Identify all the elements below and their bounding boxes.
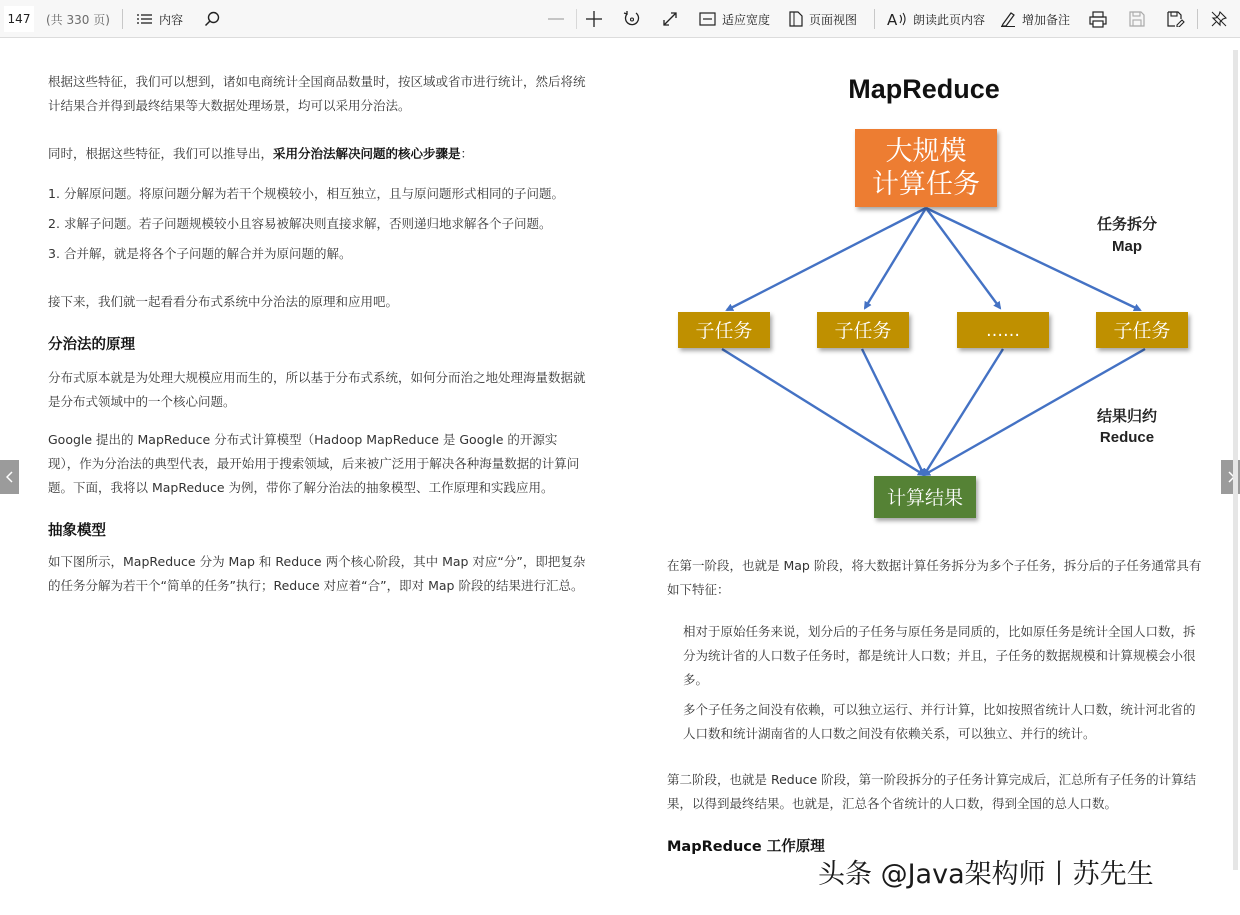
map-label-en: Map	[1112, 238, 1142, 255]
pen-icon	[1000, 11, 1016, 27]
pin-icon	[1211, 11, 1227, 27]
page-number-input[interactable]: 147	[4, 6, 34, 32]
paragraph	[48, 142, 588, 166]
add-note-label: 增加备注	[1022, 12, 1071, 27]
section-heading: 分治法的原理	[48, 337, 135, 353]
toolbar-divider	[874, 9, 875, 29]
reduce-label-en: Reduce	[1099, 429, 1155, 446]
large-task-line2: 计算任务	[872, 169, 980, 200]
section-heading: 抽象模型	[48, 523, 106, 539]
fit-width-label: 适应宽度	[722, 12, 771, 27]
printer-icon	[1089, 11, 1107, 28]
toolbar-divider	[1197, 9, 1198, 29]
paragraph: 分布式原本就是为处理大规模应用而生的，所以基于分布式系统，如何分而治之地处理海量数据就是分布式领域中的一个核心问题。	[48, 370, 586, 409]
text: ：	[460, 146, 474, 161]
list-item	[48, 212, 588, 236]
zoom-out-button[interactable]	[547, 0, 565, 38]
save-as-icon	[1167, 11, 1185, 27]
diagram-title: MapReduce	[848, 74, 1000, 104]
read-aloud-icon	[887, 11, 907, 27]
contents-label: 内容	[159, 12, 184, 27]
paragraph: 根据这些特征，我们可以想到，诸如电商统计全国商品数量时，按区域或省市进行统计，然后将统计结果合并得到最终结果等大数据处理场景，均可以采用分治法。	[48, 74, 586, 113]
page-view-button[interactable]	[789, 0, 857, 38]
rotate-icon	[623, 10, 641, 28]
paragraph: 如下图所示，MapReduce 分为 Map 和 Reduce 两个核心阶段，其中 Map 对应“分”，即把复杂的任务分解为若干个“简单的任务”执行；Reduce 对应着“合”，即对 Map 阶段的结果进行汇总。	[48, 554, 586, 593]
paragraph: Google 提出的 MapReduce 分布式计算模型（Hadoop MapReduce 是 Google 的开源实现），作为分治法的典型代表，最开始用于搜索领域，后来被广泛用于解决各种海量数据的计算问题。下面，我将以 MapReduce 为例，带你了解分治法的抽象模型、工作原理和实践应用。	[48, 432, 580, 495]
save-as-button[interactable]	[1167, 0, 1185, 38]
contents-button[interactable]	[137, 0, 183, 38]
pin-toolbar-button[interactable]	[1211, 0, 1227, 38]
list-number: 3.	[48, 246, 60, 261]
add-note-button[interactable]	[1000, 0, 1070, 38]
list-text: 分解原问题。将原问题分解为若干个规模较小，相互独立，且与原问题形式相同的子问题。	[64, 186, 565, 201]
map-arrow	[926, 208, 1000, 308]
chevron-left-icon	[6, 471, 14, 483]
read-aloud-label: 朗读此页内容	[913, 12, 986, 27]
reader-toolbar	[0, 0, 1240, 38]
plus-icon	[585, 10, 603, 28]
scrollbar[interactable]	[1233, 50, 1238, 870]
paragraph: 接下来，我们就一起看看分布式系统中分治法的原理和应用吧。	[48, 294, 399, 309]
paragraph: 在第一阶段，也就是 Map 阶段，将大数据计算任务拆分为多个子任务，拆分后的子任务通常具有如下特征：	[667, 558, 1202, 597]
result-label: 计算结果	[886, 487, 964, 509]
page-view-icon	[789, 11, 803, 27]
page-view-label: 页面视图	[809, 12, 858, 27]
reduce-arrows	[722, 349, 1145, 475]
right-page	[667, 554, 1207, 860]
map-label-cn: 任务拆分	[1096, 215, 1158, 233]
read-aloud-button[interactable]	[887, 0, 985, 38]
toolbar-divider	[576, 9, 577, 29]
subtask-label: 子任务	[1113, 320, 1171, 342]
mapreduce-diagram	[670, 60, 1200, 530]
save-button[interactable]	[1129, 0, 1145, 38]
save-icon	[1129, 11, 1145, 27]
list-text: 求解子问题。若子问题规模较小且容易被解决则直接求解，否则递归地求解各个子问题。	[64, 216, 552, 231]
page-total: (共 330 页)	[46, 12, 110, 27]
reduce-label-cn: 结果归约	[1096, 407, 1158, 425]
fit-width-icon	[699, 12, 716, 26]
rotate-button[interactable]	[623, 0, 641, 38]
zoom-in-button[interactable]	[585, 0, 603, 38]
fit-width-button[interactable]	[699, 0, 770, 38]
reduce-arrow	[924, 349, 1003, 475]
list-number: 1.	[48, 186, 60, 201]
list-text: 合并解，就是将各个子问题的解合并为原问题的解。	[64, 246, 352, 261]
list-item	[48, 242, 588, 266]
list-icon	[137, 13, 153, 25]
list-item	[48, 182, 588, 206]
map-arrows	[727, 208, 1140, 310]
quote-paragraph: 相对于原始任务来说，划分后的子任务与原任务是同质的，比如原任务是统计全国人口数，拆分为统计省的人口数子任务时，都是统计人口数；并且，子任务的数据规模和计算规模会小很多。	[683, 624, 1196, 687]
subtask-label: ……	[986, 321, 1020, 341]
print-button[interactable]	[1089, 0, 1107, 38]
section-heading: MapReduce 工作原理	[667, 839, 825, 855]
text: 同时，根据这些特征，我们可以推导出，	[48, 146, 274, 161]
large-task-line1: 大规模	[885, 136, 967, 167]
search-button[interactable]	[204, 0, 220, 38]
list-number: 2.	[48, 216, 60, 231]
toolbar-divider	[122, 9, 123, 29]
svg-text:A: A	[887, 11, 898, 27]
quote-paragraph: 多个子任务之间没有依赖，可以独立运行、并行计算，比如按照省统计人口数，统计河北省的人口数和统计湖南省的人口数之间没有依赖关系，可以独立、并行的统计。	[683, 702, 1196, 741]
minus-icon	[547, 10, 565, 28]
subtask-label: 子任务	[695, 320, 753, 342]
previous-page-button[interactable]	[0, 460, 19, 494]
paragraph: 第二阶段，也就是 Reduce 阶段，第一阶段拆分的子任务计算完成后，汇总所有子任务的计算结果，以得到最终结果。也就是，汇总各个省统计的人口数，得到全国的总人口数。	[667, 772, 1197, 811]
expand-icon	[662, 11, 678, 27]
left-page	[48, 70, 588, 598]
fullscreen-button[interactable]	[662, 0, 678, 38]
watermark: 头条 @Java架构师丨苏先生	[818, 859, 1154, 890]
subtask-label: 子任务	[834, 320, 892, 342]
search-icon	[204, 11, 220, 27]
bold-text: 采用分治法解决问题的核心步骤是	[273, 146, 461, 161]
